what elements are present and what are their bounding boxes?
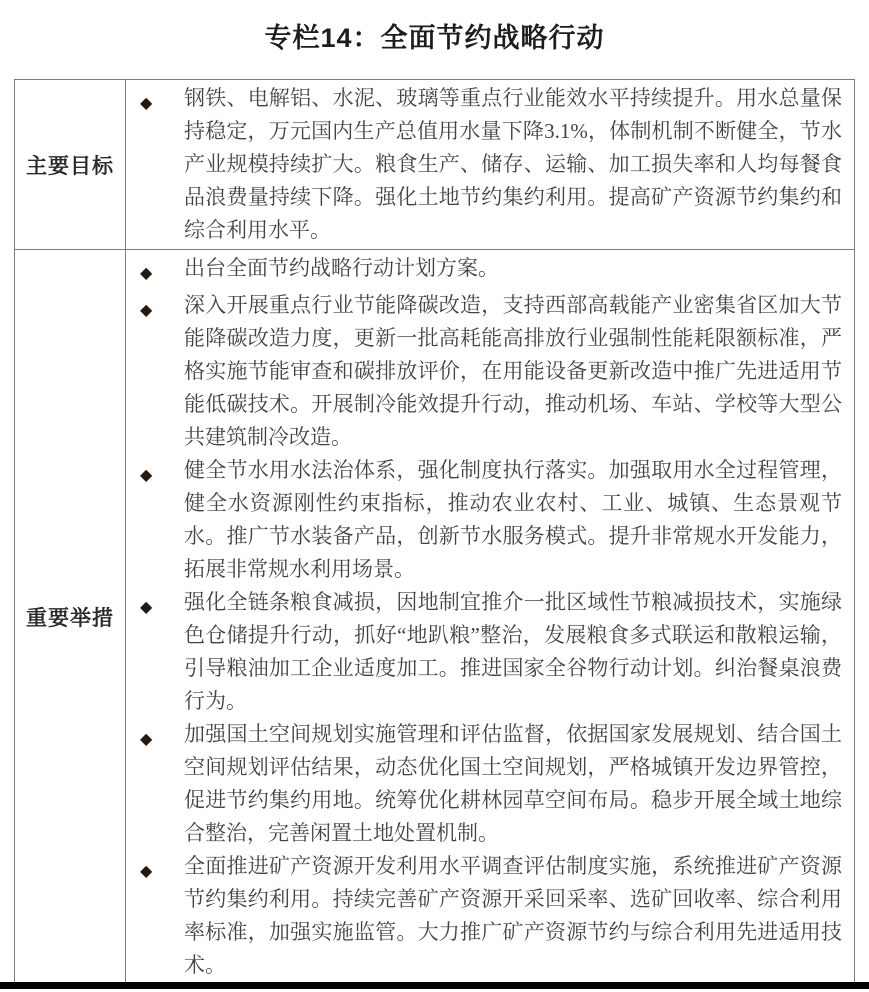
row-label-key-measures: 重要举措 (15, 250, 126, 985)
bullet-text: 全面推进矿产资源开发利用水平调查评估制度实施，系统推进矿产资源节约集约利用。持续完善矿产资源开采回采率、选矿回收率、综合利用率标准，加强实施监管。大力推广矿产资源节约与综合利用先进适用技术。 (184, 854, 842, 977)
diamond-bullet-icon: ◆ (140, 465, 153, 484)
table-row-key-measures (15, 250, 855, 985)
bullet-text: 加强国土空间规划实施管理和评估监督，依据国家发展规划、结合国土空间规划评估结果，动态优化国土空间规划，严格城镇开发边界管控，促进节约集约用地。统筹优化耕林园草空间布局。稳步开展全域土地综合整治，完善闲置土地处置机制。 (184, 722, 842, 845)
diamond-bullet-icon: ◆ (140, 597, 153, 616)
list-item (126, 82, 854, 247)
list-item (126, 850, 854, 982)
list-item (126, 454, 854, 586)
table-row-main-goals (15, 80, 855, 250)
list-item (126, 586, 854, 718)
bullet-text: 健全节水用水法治体系，强化制度执行落实。加强取用水全过程管理，健全水资源刚性约束指标，推动农业农村、工业、城镇、生态景观节水。推广节水装备产品，创新节水服务模式。提升非常规水开发能力，拓展非常规水利用场景。 (184, 458, 842, 581)
bullet-text: 出台全面节约战略行动计划方案。 (184, 256, 499, 280)
list-item (126, 718, 854, 850)
page-bottom-bar (0, 982, 869, 989)
bullet-text: 深入开展重点行业节能降碳改造，支持西部高载能产业密集省区加大节能降碳改造力度，更新一批高耗能高排放行业强制性能耗限额标准，严格实施节能审查和碳排放评价，在用能设备更新改造中推广先进适用节能低碳技术。开展制冷能效提升行动，推动机场、车站、学校等大型公共建筑制冷改造。 (184, 293, 842, 449)
list-item (126, 252, 854, 289)
diamond-bullet-icon: ◆ (140, 263, 153, 282)
column-box-table (14, 79, 855, 985)
row-label-main-goals: 主要目标 (15, 80, 126, 250)
diamond-bullet-icon: ◆ (140, 861, 153, 880)
bullet-text: 钢铁、电解铝、水泥、玻璃等重点行业能效水平持续提升。用水总量保持稳定，万元国内生产总值用水量下降3.1%，体制机制不断健全，节水产业规模持续扩大。粮食生产、储存、运输、加工损失率和人均每餐食品浪费量持续下降。强化土地节约集约利用。提高矿产资源节约集约和综合利用水平。 (184, 86, 842, 242)
row-content-main-goals (126, 80, 855, 250)
row-content-key-measures (126, 250, 855, 985)
list-item (126, 289, 854, 454)
page-title: 专栏14：全面节约战略行动 (264, 23, 605, 53)
bullet-text: 强化全链条粮食减损，因地制宜推介一批区域性节粮减损技术，实施绿色仓储提升行动，抓好“地趴粮”整治，发展粮食多式联运和散粮运输，引导粮油加工企业适度加工。推进国家全谷物行动计划。纠治餐桌浪费行为。 (184, 590, 842, 713)
diamond-bullet-icon: ◆ (140, 93, 153, 112)
diamond-bullet-icon: ◆ (140, 729, 153, 748)
diamond-bullet-icon: ◆ (140, 300, 153, 319)
